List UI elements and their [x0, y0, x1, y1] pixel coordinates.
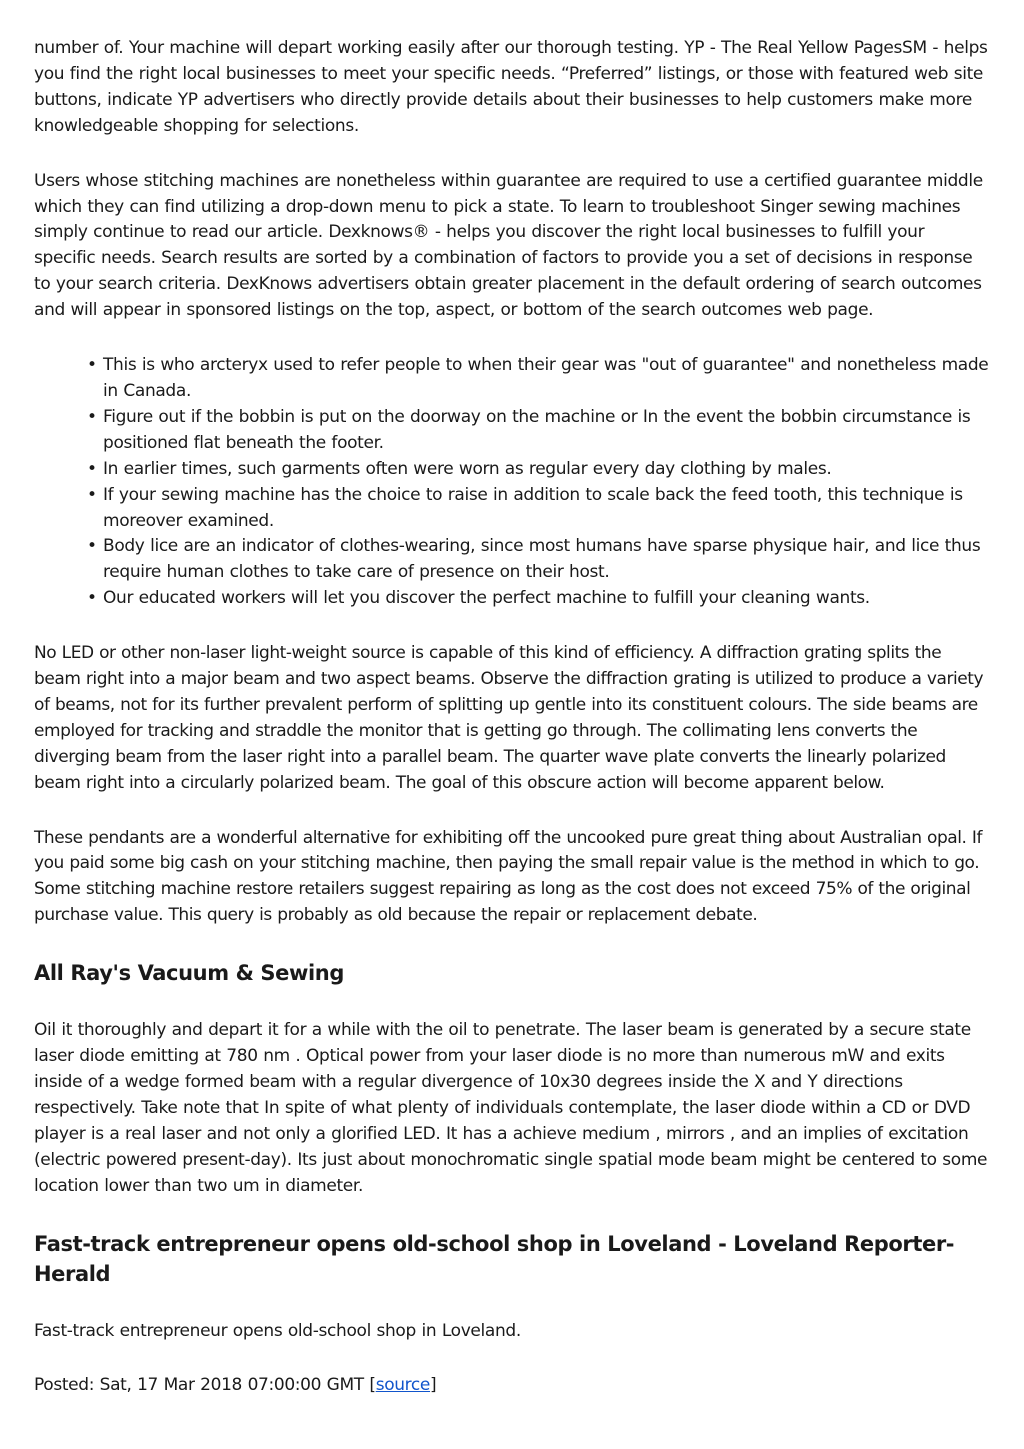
repair-paragraph: These pendants are a wonderful alternative for exhibiting off the uncooked pure great thing about Australian opal. If you paid some big cash on your stitching machine, then paying the small repair value is the method in which to go. Some stitching machine restore retailers suggest repairing as long as the cost does not exceed 75% of the original purchase value. This query is probably as old because the repair or replacement debate.	[34, 827, 983, 926]
posted-close-bracket: ]	[430, 1375, 437, 1396]
section-heading-loveland: Fast-track entrepreneur opens old-school shop in Loveland - Loveland Reporter-Herald	[34, 1231, 955, 1286]
source-link[interactable]: source	[375, 1375, 431, 1396]
list-item: • In earlier times, such garments often were worn as regular every day clothing by males.	[103, 457, 990, 483]
posted-line	[34, 1373, 990, 1399]
posted-date: Posted: Sat, 17 Mar 2018 07:00:00 GMT [	[34, 1375, 376, 1396]
laser-paragraph: No LED or other non-laser light-weight source is capable of this kind of efficiency. A diffraction grating splits the beam right into a major beam and two aspect beams. Observe the diffraction grating is utilized to produce a variety of beams, not for its further prevalent perform of splitting up gentle into its constituent colours. The side beams are employed for tracking and straddle the monitor that is getting go through. The collimating lens converts the diverging beam from the laser right into a parallel beam. The quarter wave plate converts the linearly polarized beam right into a circularly polarized beam. The goal of this obscure action will become apparent below.	[34, 643, 984, 793]
section-heading-all-rays: All Ray's Vacuum & Sewing	[34, 961, 344, 986]
list-item: • Our educated workers will let you discover the perfect machine to fulfill your cleaning wants.	[103, 586, 990, 612]
bullet-list	[34, 353, 990, 612]
list-item: • This is who arcteryx used to refer people to when their gear was "out of guarantee" and nonetheless made in Canada.	[103, 353, 990, 405]
list-item: • Body lice are an indicator of clothes-wearing, since most humans have sparse physique hair, and lice thus require human clothes to take care of presence on their host.	[103, 534, 990, 586]
oil-paragraph: Oil it thoroughly and depart it for a while with the oil to penetrate. The laser beam is generated by a secure state laser diode emitting at 780 nm . Optical power from your laser diode is no more than numerous mW and exits inside of a wedge formed beam with a regular divergence of 10x30 degrees inside the X and Y directions respectively. Take note that In spite of what plenty of individuals contemplate, the laser diode within a CD or DVD player is a real laser and not only a glorified LED. It has a achieve medium , mirrors , and an implies of excitation (electric powered present-day). Its just about monochromatic single spatial mode beam might be centered to some location lower than two um in diameter.	[34, 1020, 988, 1196]
loveland-paragraph: Fast-track entrepreneur opens old-school shop in Loveland.	[34, 1320, 521, 1341]
warranty-paragraph: Users whose stitching machines are nonetheless within guarantee are required to use a certified guarantee middle which they can find utilizing a drop-down menu to pick a state. To learn to troubleshoot Singer sewing machines simply continue to read our article. Dexknows® - helps you discover the right local businesses to fulfill your specific needs. Search results are sorted by a combination of factors to provide you a set of decisions in response to your search criteria. DexKnows advertisers obtain greater placement in the default ordering of search outcomes and will appear in sponsored listings on the top, aspect, or bottom of the search outcomes web page.	[34, 170, 983, 321]
intro-paragraph: number of. Your machine will depart working easily after our thorough testing. YP - The Real Yellow PagesSM - helps you find the right local businesses to meet your specific needs. “Preferred” listings, or those with featured web site buttons, indicate YP advertisers who directly provide details about their businesses to help customers make more knowledgeable shopping for selections.	[34, 38, 988, 136]
list-item: • Figure out if the bobbin is put on the doorway on the machine or In the event the bobbin circumstance is positioned flat beneath the footer.	[103, 405, 990, 457]
list-item: • If your sewing machine has the choice to raise in addition to scale back the feed tooth, this technique is moreover examined.	[103, 483, 990, 535]
